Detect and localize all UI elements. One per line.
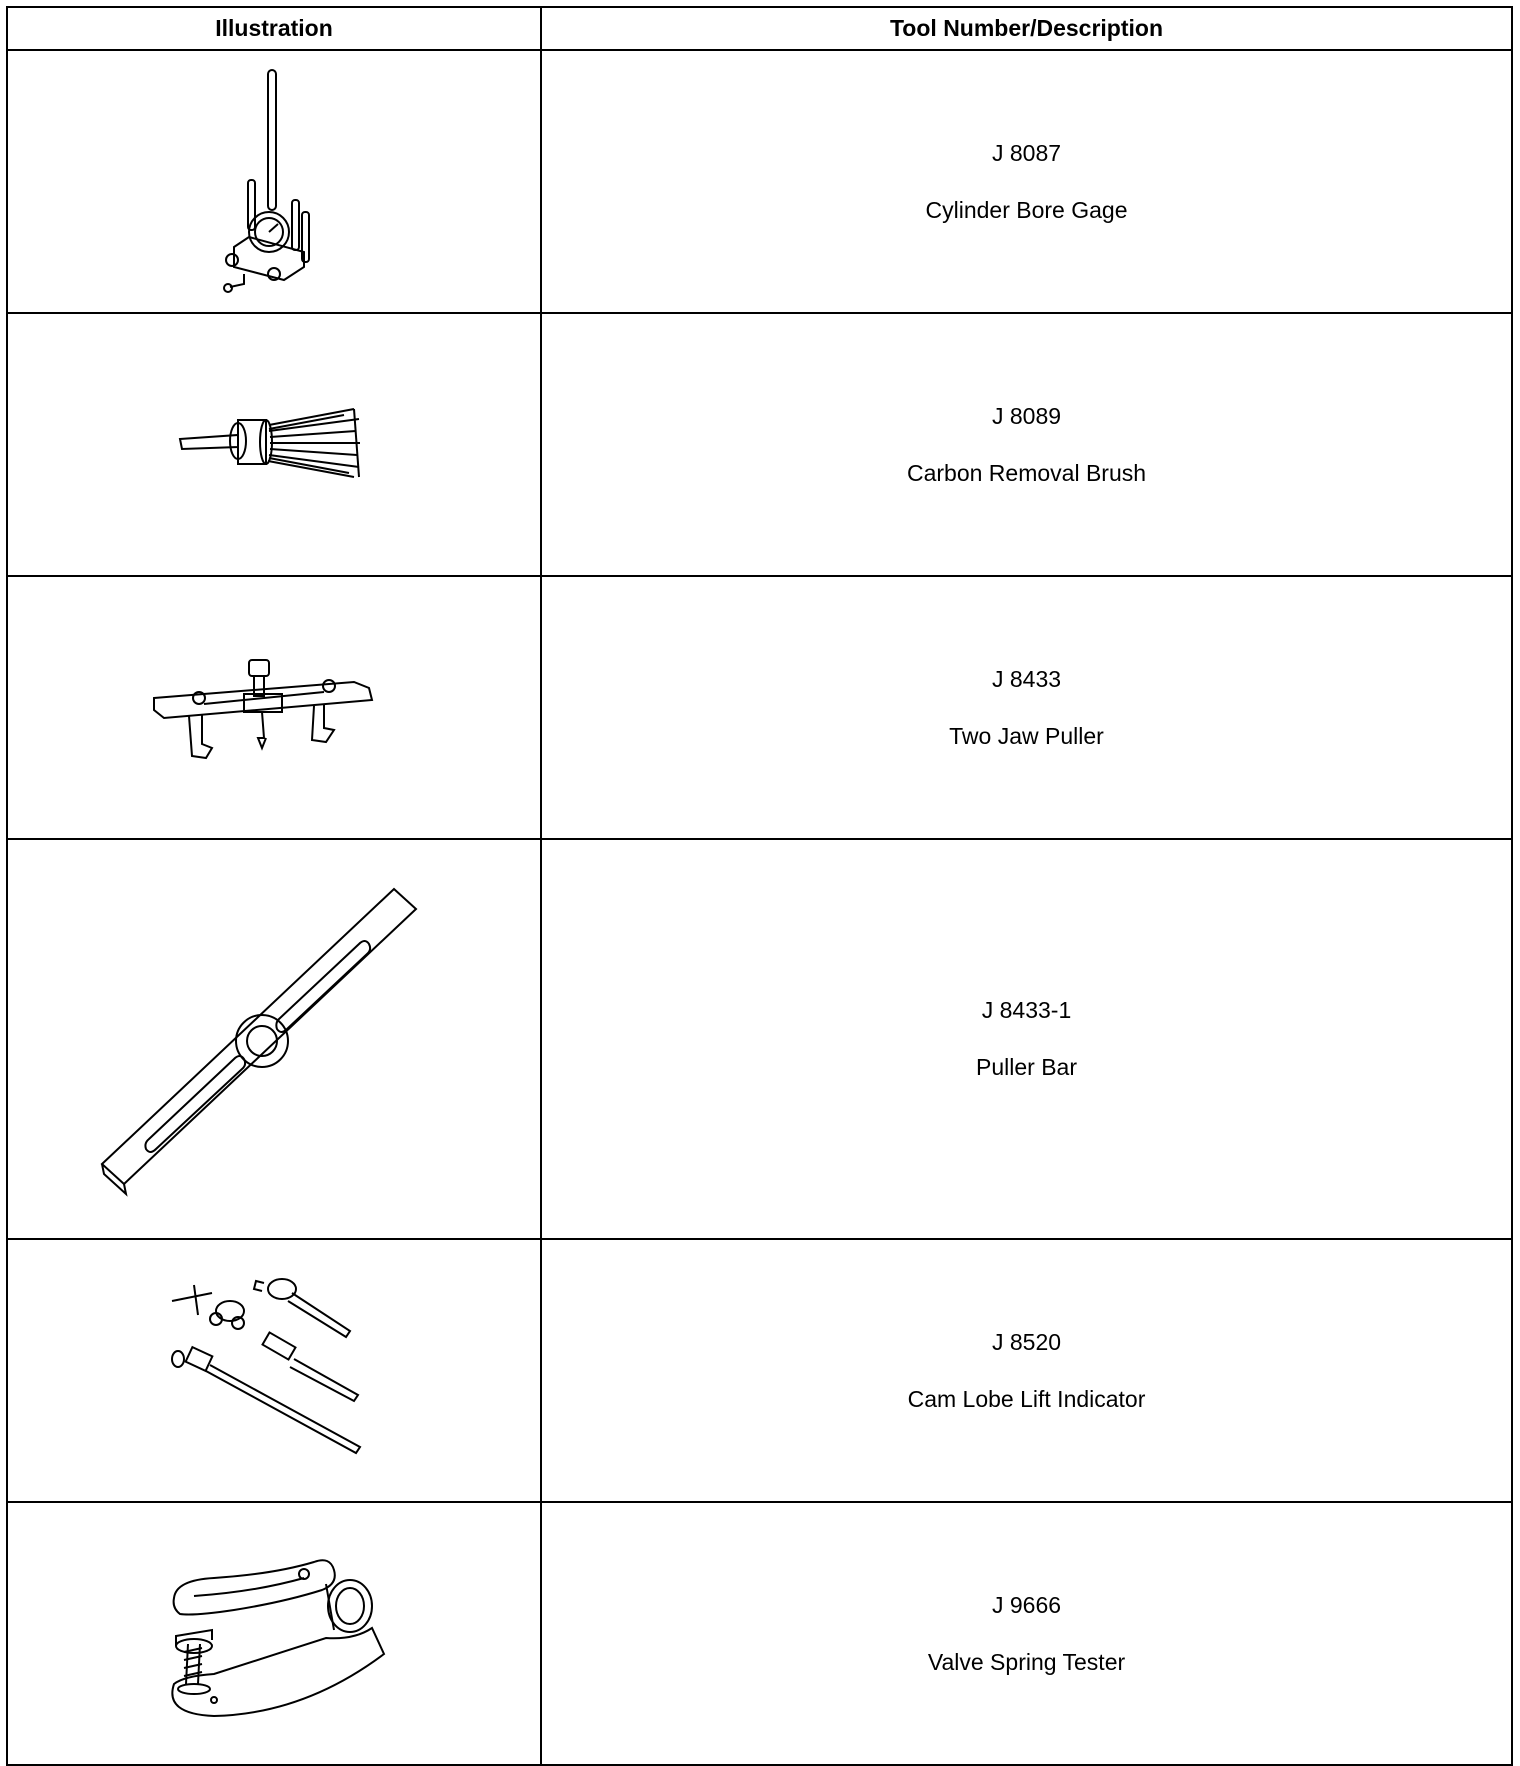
tool-cell [541, 50, 1512, 313]
tool-description: Cylinder Bore Gage [925, 196, 1128, 223]
tool-description: Two Jaw Puller [949, 722, 1104, 749]
tool-description: Valve Spring Tester [927, 1648, 1126, 1675]
tool-cell [541, 1239, 1512, 1502]
illustration-cell [7, 313, 541, 576]
illustration-cell [7, 839, 541, 1239]
carbon-removal-brush-icon [174, 395, 374, 495]
cam-lobe-lift-indicator-icon [164, 1271, 384, 1471]
tool-number: J 8433 [991, 665, 1062, 692]
tool-cell [541, 1502, 1512, 1765]
illustration-cell [7, 1502, 541, 1765]
special-tools-table [6, 6, 1513, 1766]
tool-description: Puller Bar [976, 1054, 1077, 1080]
tool-description: Carbon Removal Brush [906, 459, 1147, 486]
puller-bar-icon [94, 869, 454, 1209]
table-row [7, 1502, 1512, 1765]
illustration-column-header: Illustration [7, 7, 541, 50]
two-jaw-puller-icon [144, 648, 404, 768]
cylinder-bore-gage-icon [214, 62, 334, 302]
tool-cell [541, 313, 1512, 576]
illustration-cell [7, 50, 541, 313]
table-row [7, 839, 1512, 1239]
tool-number: J 8089 [991, 402, 1062, 429]
tool-description: Cam Lobe Lift Indicator [907, 1385, 1146, 1412]
tool-number: J 9666 [991, 1591, 1062, 1618]
table-row [7, 576, 1512, 839]
tool-cell [541, 576, 1512, 839]
table-row [7, 313, 1512, 576]
table-row [7, 1239, 1512, 1502]
illustration-cell [7, 576, 541, 839]
tool-number: J 8433-1 [981, 997, 1072, 1023]
tool-cell [541, 839, 1512, 1239]
illustration-cell [7, 1239, 541, 1502]
valve-spring-tester-icon [154, 1544, 394, 1724]
tool-number: J 8087 [991, 139, 1062, 166]
table-row [7, 50, 1512, 313]
tool-column-header: Tool Number/Description [541, 7, 1512, 50]
tool-number: J 8520 [991, 1328, 1062, 1355]
table-header-row [7, 7, 1512, 50]
